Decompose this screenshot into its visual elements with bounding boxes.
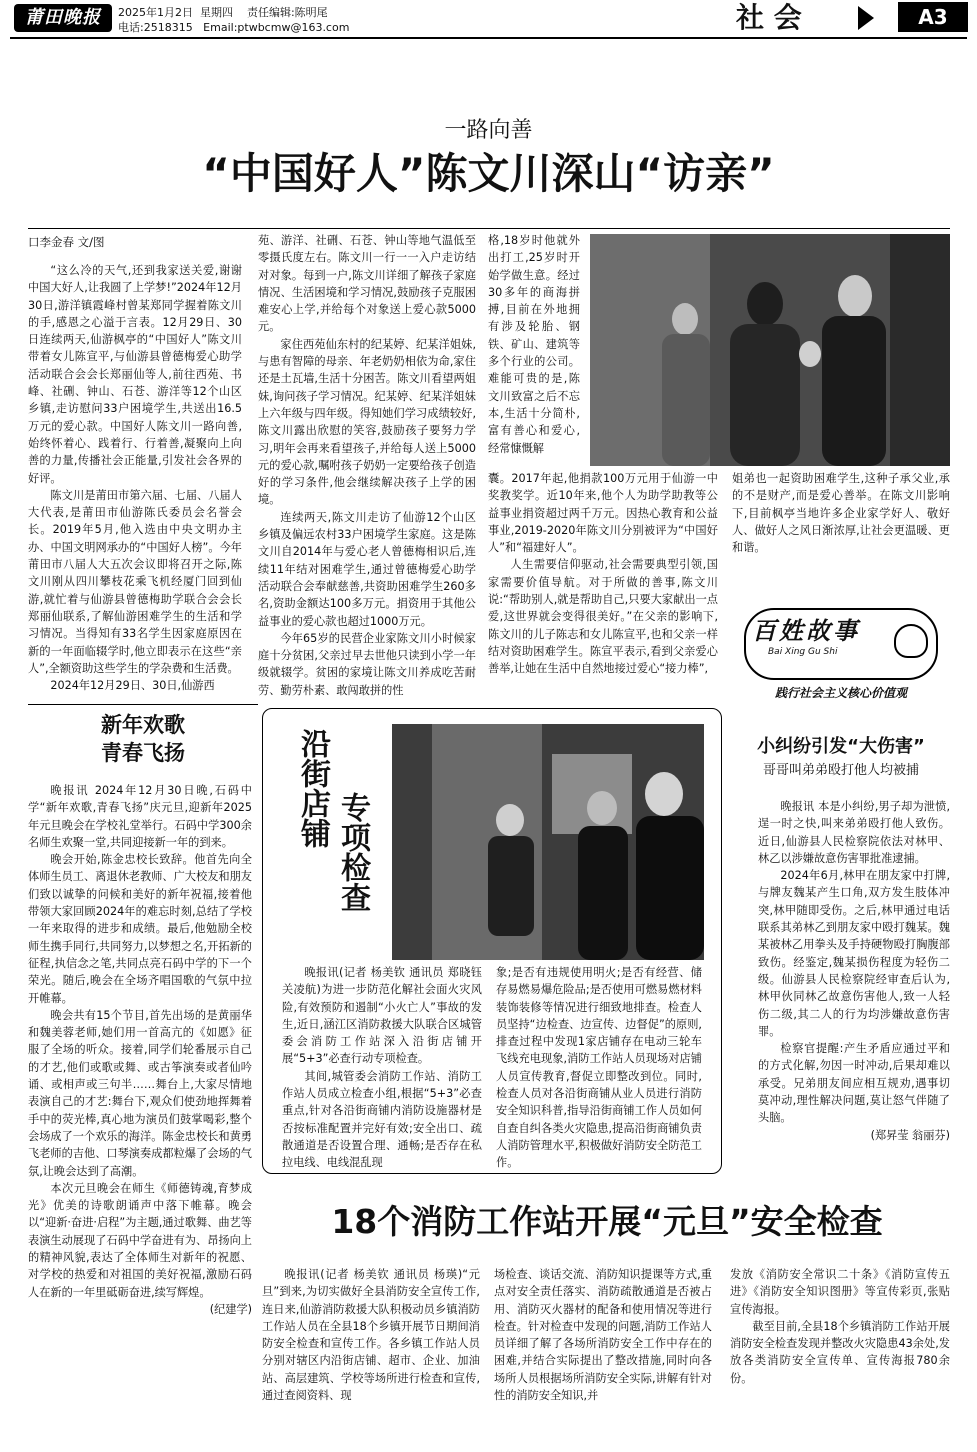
- lead-col3-para: 囊。2017年起,他捐款100万元用于仙游一中奖教奖学。近10年来,他个人为助学助教等公益事业捐资超过两千万元。因热心教育和公益事业,2019-2020年陈文川分别被评为“中国好人”和“福建好人”。: [488, 472, 718, 555]
- section-divider: [28, 704, 258, 705]
- inspection-para: 晚报讯(记者 杨美钦 通讯员 郑晓钰 关凌航)为进一步防范化解社会面火灾风险,有效预防和遏制“小火亡人”事故的发生,近日,涵江区消防救援大队联合区城管委会消防工作站深入沿街店铺开展“5+3”必查行动专项检查。: [282, 966, 482, 1066]
- lead-col1-para: 2024年12月29日、30日,仙游西: [50, 679, 215, 693]
- lead-kicker: 一路向善: [444, 118, 533, 143]
- contact-line: 电话:2518315 Email:ptwbcmw@163.com: [118, 21, 350, 34]
- new-year-para: 晚会共有15个节目,首先出场的是黄丽华和魏美蓉老师,她们用一首高亢的《如愿》征服了全场的听众。接着,同学们轮番展示自己的才艺,他们或歌或舞、或古筝演奏或者仙吟诵、或相声或三句半……舞台上,大家尽情地表演自己的才艺:舞台下,观众们使劲地挥舞着手中的荧光棒,真心地为演员们鼓掌喝彩,整个会场成了一个欢乐的海洋。陈金忠校长和黄勇飞老师的吉他、口琴演奏成都粒爆了会场的气氛,让晚会达到了高潮。: [28, 1008, 252, 1178]
- fire-para: 发放《消防安全常识二十条》《消防宣传五进》《消防安全知识图册》等宣传彩页,张贴宣传海报。: [730, 1268, 950, 1316]
- teapot-icon: [894, 624, 928, 658]
- dispute-subhead: 哥哥叫弟弟殴打他人均被捕: [762, 763, 919, 778]
- dispute-para: 2024年6月,林甲在朋友家中打牌,与牌友魏某产生口角,双方发生肢体冲突,林甲随即受伤。之后,林甲通过电话联系其弟林乙到朋友家中殴打魏某。魏某被林乙用拳头及手持硬物殴打胸腹部致伤。经鉴定,魏某损伤程度为轻伤二级。仙游县人民检察院经审查后认为,林甲伙同林乙故意伤害他人,致一人轻伤二级,其二人的行为均涉嫌故意伤害罪。: [758, 869, 950, 1038]
- masthead-rule: [10, 37, 967, 39]
- dispute-author: (郑昇莹 翁丽芬): [870, 1128, 950, 1142]
- lead-column-1: [28, 262, 242, 694]
- fire-para: 截至目前,全县18个乡镇消防工作站开展消防安全检查发现并整改火灾隐患43余处,发放各类消防安全宣传单、宣传海报780余份。: [730, 1319, 950, 1385]
- dispute-para: 检察官提醒:产生矛盾应通过平和的方式化解,勿因一时冲动,后果却难以承受。兄弟朋友间应相互规劝,遇事切莫冲动,理性解决问题,莫让怒气伴随了头脑。: [758, 1042, 950, 1125]
- fire-col-3: [730, 1266, 950, 1387]
- new-year-headline-2: 青春飞扬: [101, 741, 185, 765]
- fire-col-2: 场检查、谈话交流、消防知识提课等方式,重点对安全责任落实、消防疏散通道是否被占用、消防灭火器材的配备和使用情况等进行检查。针对检查中发现的问题,消防工作站人员详细了解了各场所消防安全工作中存在的困难,并结合实际提出了整改措施,同时向各场所人员根据场所消防安全实际,讲解有针对性的消防安全知识,并: [494, 1268, 712, 1403]
- inspection-photo: [392, 724, 704, 960]
- lead-byline: 口李金春 文/图: [28, 235, 105, 249]
- lead-col2-para: 连续两天,陈文川走访了仙游12个山区乡镇及偏远农村33户困境学生家庭。这是陈文川自2014年与爱心老人曾德梅相识后,连续11年结对困难学生,通过曾德梅爱心助学活动联合会奉献慈善,共资助困难学生260多名,资助金额达100多万元。捐资用于其他公益事业的爱心款也超过1000万元。: [258, 510, 476, 628]
- new-year-para: 本次元旦晚会在师生《师德铸魂,育梦成光》优美的诗歌朗诵声中落下帷幕。晚会以“迎新·奋进·启程”为主题,通过歌舞、曲艺等表演生动展现了石码中学奋进有为、昂扬向上的精神风貌,表达了全体师生对新年的祝愿、对学校的热爱和对祖国的美好祝福,激励石码人在新的一年里砥砺奋进,续写辉煌。: [28, 1181, 252, 1299]
- banner-slogan: 践行社会主义核心价值观: [774, 686, 907, 700]
- lead-rule: [28, 228, 950, 229]
- new-year-para: 晚会开始,陈金忠校长致辞。他首先向全体师生员工、离退休老教师、广大校友和朋友们致以诚挚的问候和美好的新年祝福,接着他带领大家回顾2024年的难忘时刻,总结了学校一年来取得的进步和成绩。最后,他勉励全校师生携手同行,共同努力,以梦想之名,开拓新的征程,执信念之笔,共同点亮石码中学的下一个荣光。随后,晚会在全场齐唱国歌的气氛中拉开帷幕。: [28, 853, 252, 1005]
- lead-col2-para: 苑、游洋、社硎、石苍、钟山等地气温低至零摄氏度左右。陈文川一行一一入户走访结对对象。每到一户,陈文川详细了解孩子家庭情况、生活困境和学习情况,鼓励孩子克服困难安心上学,并给每个对象送上爱心款5000元。: [258, 234, 476, 334]
- lead-col1-para: “这么冷的天气,还到我家送关爱,谢谢中国大好人,让我圆了上学梦!”2024年12月30日,游洋镇霞峰村曾某郑同学握着陈文川的手,感恩之心溢于言表。12月29日、30日连续两天,仙游枫亭的“中国好人”陈文川带着女儿陈宣平,与仙游县曾德梅爱心助学活动联合会会长郑丽仙等人,前往西苑、书峰、社硎、钟山、石苍、游洋等12个山区乡镇,走访慰问33户困境学生,共送出16.5万元的爱心款。中国好人陈文川一路向善,始终怀着心、践着行、行着善,凝聚向上向善的力量,传播社会正能量,引发社会各界的好评。: [28, 264, 242, 485]
- banner-pinyin: Bai Xing Gu Shi: [768, 647, 838, 657]
- inspection-col-2: [496, 964, 702, 1172]
- page-number: A3: [898, 2, 968, 32]
- lead-column-3-lower: [488, 470, 718, 678]
- new-year-author: (纪建学): [209, 1302, 252, 1316]
- lead-column-2: [258, 232, 476, 699]
- dispute-body: [758, 798, 950, 1144]
- section-arrow-icon: [858, 6, 874, 30]
- lead-column-3-upper: 格,18岁时他就外出打工,25岁时开始学做生意。经过30多年的商海拼搏,目前在外地拥有涉及轮胎、钢铁、矿山、建筑等多个行业的公司。难能可贵的是,陈文川致富之后不忘本,生活十分简朴,富有善心和爱心,经常慷慨解: [488, 234, 580, 455]
- section-title: 社 会: [736, 1, 802, 34]
- inspection-para: 象;是否有违规使用明火;是否有经营、储存易燃易爆危险品;是否使用可燃易燃材料装饰装修等情况进行细致地排查。检查人员坚持“边检查、边宣传、边督促”的原则,排查过程中发现1家店铺存在电动三轮车飞线充电现象,消防工作站人员现场对店铺人员宣传教育,督促立即整改到位。同时,检查人员对各沿街商铺从业人员进行消防安全知识科普,指导沿街商铺工作人员如何自查自纠各类火灾隐患,提高沿街商铺负责人消防管理水平,积极做好消防安全防范工作。: [496, 966, 702, 1170]
- new-year-headline-1: 新年欢歌: [101, 713, 185, 737]
- story-banner: [732, 602, 950, 710]
- masthead-logo: 莆田晚报: [14, 4, 112, 32]
- lead-col2-para: 家住西苑仙东村的纪某婷、纪某洋姐妹,与患有智障的母亲、年老奶奶相依为命,家住还是土瓦墙,生活十分困苦。陈文川看望两姐妹,询问孩子学习情况。纪某婷、纪某洋姐妹上六年级与四年级。得知她们学习成绩较好,陈文川露出欣慰的笑容,鼓励孩子要努力学习,明年会再来看望孩子,并给每人送上5000元的爱心款,嘱咐孩子奶奶一定要给孩子创造好的学习条件,他会继续解决孩子上学的困境。: [258, 337, 476, 507]
- lead-col3-para: 人生需要信仰驱动,社会需要典型引领,国家需要价值导航。对于所做的善事,陈文川说:“帮助别人,就是帮助自己,只要大家献出一点爱,这世界就会变得很美好。”在父亲的影响下,陈文川的儿子陈志和女儿陈宣平,也和父亲一样结对资助困难学生。陈宣平表示,看到父亲爱心善举,让她在生活中自然地接过爱心“接力棒”,: [488, 558, 718, 676]
- new-year-body: [28, 782, 252, 1318]
- lead-headline: “中国好人”陈文川深山“访亲”: [202, 149, 775, 198]
- lead-column-4: 姐弟也一起资助困难学生,这种子承父业,承的不是财产,而是爱心善举。在陈文川影响下,目前枫亭当地许多企业家学好人、敬好人、做好人之风日渐浓厚,让社会更温暖、更和谐。: [732, 472, 950, 555]
- dispute-para: 晚报讯 本是小纠纷,男子却为泄愤,逞一时之快,叫来弟弟殴打他人致伤。近日,仙游县人民检察院依法对林甲、林乙以涉嫌故意伤害罪批准逮捕。: [758, 800, 950, 865]
- lead-photo: [590, 234, 950, 466]
- lead-col2-para: 今年65岁的民营企业家陈文川小时候家庭十分贫困,父亲过早去世他只读到小学一年级就辍学。贫困的家境让陈文川养成吃苦耐劳、勤劳朴素、敢闯敢拼的性: [258, 631, 476, 697]
- new-year-para: 晚报讯 2024年12月30日晚,石码中学“新年欢歌,青春飞扬”庆元旦,迎新年2025年元旦晚会在学校礼堂举行。石码中学300余名师生欢聚一堂,共同迎接新一年的到来。: [28, 784, 252, 849]
- fire-headline: 18个消防工作站开展“元旦”安全检查: [331, 1202, 883, 1241]
- fire-col-1: 晚报讯(记者 杨美钦 通讯员 杨瑛)“元旦”到来,为切实做好全县消防安全宣传工作,连日来,仙游消防救援大队积极动员乡镇消防工作站人员在全县18个乡镇开展节日期间消防安全检查和宣传工作。各乡镇工作站人员分别对辖区内沿街店铺、超市、企业、加油站、高层建筑、学校等场所进行检查和宣传,通过查阅资料、现: [262, 1268, 480, 1403]
- inspection-col-1: [282, 964, 482, 1172]
- dispute-headline: 小纠纷引发“大伤害”: [757, 736, 925, 757]
- banner-title: 百姓故事: [752, 616, 860, 645]
- lead-col1-para: 陈文川是莆田市第六届、七届、八届人大代表,是莆田市仙游陈氏委员会名誉会长。2019年5月,他入选由中央文明办主办、中国文明网承办的“中国好人榜”。今年莆田市八届人大五次会议即将召开之际,陈文川刚从四川攀枝花乘飞机经厦门回到仙游,就忙着与仙游县曾德梅助学联合会会长郑丽仙联系,了解仙游困难学生的生活和学习情况。当得知有33名学生因家庭原因在新的一年面临辍学时,他立即表示在这些“亲人”,全额资助这些学生的学杂费和生活费。: [28, 488, 242, 675]
- inspection-title-col-2: 专项检查: [335, 792, 370, 912]
- inspection-photo-figures: [392, 724, 704, 960]
- date-line: 2025年1月2日 星期四 责任编辑:陈明尾: [118, 6, 328, 19]
- lead-photo-figures: [590, 234, 950, 466]
- inspection-para: 其间,城管委会消防工作站、消防工作站人员成立检查小组,根据“5+3”必查重点,针对各沿街商铺内消防设施器材是否按标准配置并完好有效;安全出口、疏散通道是否设置合理、通畅;是否存在私拉电线、电线混乱现: [282, 1069, 482, 1170]
- inspection-title-col-1: 沿街店铺: [295, 728, 330, 848]
